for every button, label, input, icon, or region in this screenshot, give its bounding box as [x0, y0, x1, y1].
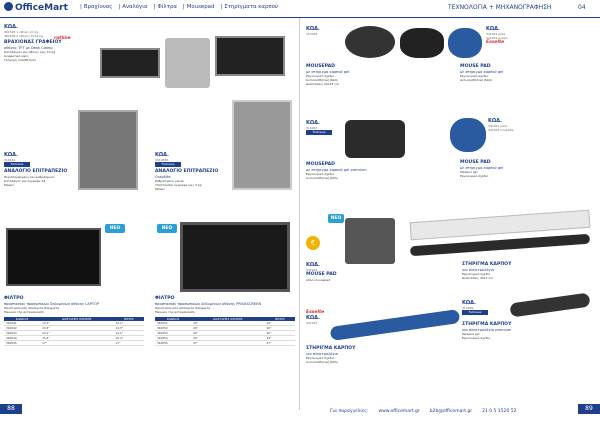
code-label: ΚΩΔ.: [4, 152, 18, 158]
product-mp5: [306, 262, 396, 282]
spec-table: ΚΩΔΙΚΟΣ ΔΙΑΣΤΑΣΕΙΣ ΟΘΟΝΗΣ ΙΝΤΣΕΣ 310041 12.1" 12.1" 310042 13.3" 13.3" 310043 14.1" 14.1" 310044 15.4" 15.4" 310045 17" 17": [4, 317, 144, 346]
product-subtitle: με στήριγμα καρπού gel premium: [306, 167, 367, 172]
stand2-image: [232, 100, 292, 190]
new-badge: ΝΕΟ: [157, 224, 177, 233]
product-title: MOUSEPAD: [306, 162, 335, 167]
product-arm: [4, 24, 84, 62]
product-subtitle: με στήριγμα καρπού gel: [460, 165, 504, 170]
nav-item[interactable]: | Mousepad: [183, 4, 214, 10]
mp4-image: [450, 118, 486, 152]
product-desc: Εργονομικό σχέδιο Αντιολισθητική βάση: [306, 356, 338, 364]
code-label: ΚΩΔ.: [462, 300, 476, 306]
nav-item[interactable]: | Βραχίονας: [80, 4, 112, 10]
product-title: MOUSE PAD: [306, 272, 337, 277]
product-subtitle: για πληκτρολόγιο: [462, 267, 495, 272]
filter2-image: [180, 222, 290, 292]
product-title: MOUSE PAD: [460, 64, 491, 69]
product-desc: Εργονομικό σχέδιο Αντιολισθητική βάση: [306, 172, 338, 180]
product-desc: Απλό mousepad: [306, 277, 331, 282]
product-mp3-info: [460, 64, 595, 82]
product-code-block: [306, 120, 346, 135]
product-wr2: [462, 262, 592, 280]
mp5-image: [345, 218, 395, 264]
mp1-image: [345, 26, 395, 58]
product-subtitle: για πληκτρολόγιο: [306, 351, 339, 356]
product-title: MOUSEPAD: [306, 64, 335, 69]
nav-item[interactable]: | Στηρίγματα καρπού: [220, 4, 278, 10]
product-desc: Μαλακό gel Εργονομικό σχέδιο: [460, 170, 489, 178]
footer-contact: [330, 409, 516, 414]
product-mp4: [488, 118, 588, 132]
footer-orders: Για παραγγελίες:: [330, 409, 369, 414]
filter1-image: [6, 228, 101, 286]
product-code: 341937: [306, 321, 318, 325]
code-label: ΚΩΔ.: [306, 26, 320, 32]
product-subtitle: για πληκτρολόγιο premium: [462, 327, 512, 332]
product-mp3: [486, 26, 586, 45]
logo-icon: [4, 2, 13, 11]
product-title: ΣΤΗΡΙΓΜΑ ΚΑΡΠΟΥ: [462, 322, 512, 327]
category-nav: [80, 4, 278, 10]
product-title: ΑΝΑΛΟΓΙΟ ΕΠΙΤΡΑΠΕΖΙΟ: [155, 169, 219, 174]
brand-badge: Fellowes: [4, 162, 30, 167]
section-number: 04: [578, 4, 586, 11]
mp3-image-black: [400, 28, 444, 58]
product-wr1: [306, 346, 456, 364]
page-number-right: 89: [578, 404, 600, 414]
product-codes: 341921 μπλε 341922 μαύρο: [486, 32, 508, 40]
wr3-image: [509, 293, 590, 318]
footer-email[interactable]: b2b@officemart.gr: [429, 409, 473, 414]
product-title: ΒΡΑΧΙΟΝΑΣ ΓΡΑΦΕΙΟΥ: [4, 40, 62, 45]
arm-image: [95, 28, 285, 98]
product-title: ΑΝΑΛΟΓΙΟ ΕΠΙΤΡΑΠΕΖΙΟ: [4, 169, 68, 174]
product-code: 3010856: [155, 158, 169, 162]
product-code-block: [306, 26, 346, 62]
product-desc: Ρυθμιζόμενη γωνία Υποστηρίζει έγγραφα έως 3 kg Μαύρο: [155, 179, 202, 191]
product-subtitle: με στήριγμα καρπού gel: [306, 69, 350, 74]
mp2-image: [345, 120, 405, 158]
product-codes: 481505 1 οθόνη 10 kg 481506 2 οθόνες 2x10 kg: [4, 30, 43, 38]
footer-phone: 21 0 5 1520 52: [482, 409, 517, 414]
brand-logo[interactable]: OfficeMart: [4, 2, 68, 13]
product-subtitle: προστασίας προσωπικών δεδομένων οθόνης LAPTOP: [4, 301, 100, 306]
product-code: 315003: [306, 32, 318, 36]
new-badge: ΝΕΟ: [105, 224, 125, 233]
product-subtitle: με στήριγμα καρπού gel: [460, 69, 504, 74]
product-code-block: [306, 310, 346, 325]
product-desc: Εργονομικό σχέδιο Αντιολισθητική βάση Διαστάσεις 20x23 cm: [306, 74, 339, 86]
product-stand2: [155, 152, 235, 191]
brand-badge: rotline: [54, 36, 71, 41]
euro-icon: €: [306, 236, 320, 250]
new-badge: ΝΕΟ: [328, 214, 344, 223]
product-mp2: [306, 162, 446, 180]
code-label: ΚΩΔ.: [306, 262, 320, 268]
page-divider: [299, 18, 300, 410]
product-stand1: [4, 152, 84, 187]
product-code: 310067: [306, 126, 318, 130]
code-label: ΚΩΔ.: [4, 24, 18, 30]
code-label: ΚΩΔ.: [306, 120, 320, 126]
product-code: 310041: [4, 158, 16, 162]
product-title: ΣΤΗΡΙΓΜΑ ΚΑΡΠΟΥ: [462, 262, 512, 267]
code-label: ΚΩΔ.: [488, 118, 502, 124]
product-desc: Κατάλληλοι για οθόνες έως 10 kg Ανυψωτικό ύψος Γρήγορη τοποθέτηση: [4, 50, 56, 62]
product-desc: Προστασία από αδιάκριτα βλέμματα Μειώνει την αντανάκλαση: [4, 306, 60, 314]
product-wr3: [462, 322, 592, 340]
product-title: ΦΙΛΤΡΟ: [4, 296, 24, 301]
mp3-image-blue: [448, 28, 482, 58]
brand-badge: Fellowes: [306, 130, 332, 135]
product-mp1: [306, 64, 436, 86]
product-subtitle: προστασίας προσωπικών δεδομένων οθόνης PRIVASCREEN: [155, 301, 262, 306]
page-number-left: 88: [0, 404, 22, 414]
wr1-image: [330, 309, 461, 341]
product-desc: Εργονομικό σχέδιο Διαστάσεις 49x7 cm: [462, 272, 494, 280]
product-code-block: [462, 300, 512, 315]
product-desc: Μαλακό gel Εργονομικό σχέδιο: [462, 332, 491, 340]
product-title: MOUSE PAD: [460, 160, 491, 165]
brand-badge: Esselte: [306, 310, 325, 315]
product-subtitle: Graphite: [155, 174, 171, 179]
product-subtitle: οθόνης TFT με Desk Clamp: [4, 45, 53, 50]
footer-website[interactable]: www.officemart.gr: [378, 409, 420, 414]
brand-badge: Fellowes: [155, 162, 181, 167]
code-label: ΚΩΔ.: [306, 315, 320, 321]
product-code: 341926: [306, 268, 318, 272]
brand-badge: Esselte: [486, 40, 505, 45]
stand1-image: [78, 110, 138, 190]
product-filter1: [4, 296, 144, 346]
product-codes: 341921 μπλε 341923 Graphite: [488, 124, 514, 132]
section-title: ΤΕΧΝΟΛΟΓΙΑ + ΜΗΧΑΝΟΓΡΑΦΗΣΗ: [448, 4, 552, 11]
spec-table: ΚΩΔΙΚΟΣ ΔΙΑΣΤΑΣΕΙΣ ΟΘΟΝΗΣ ΙΝΤΣΕΣ 310051 19" 19" 310052 20" 20" 310053 22" 22" 310054 24" 24" 310055 27" 27": [155, 317, 295, 346]
product-mp4-info: [460, 160, 595, 178]
product-code: 310069: [462, 306, 474, 310]
nav-item[interactable]: | Αναλόγια: [118, 4, 147, 10]
product-desc: Προστασία από αδιάκριτα βλέμματα Μειώνει την αντανάκλαση: [155, 306, 211, 314]
code-label: ΚΩΔ.: [155, 152, 169, 158]
code-label: ΚΩΔ.: [486, 26, 500, 32]
brand-badge: Fellowes: [462, 310, 488, 315]
product-desc: Περιστρεφόμενο και ρυθμιζόμενο Κατάλληλο για έγγραφα A4 Μαύρο: [4, 174, 55, 187]
product-title: ΣΤΗΡΙΓΜΑ ΚΑΡΠΟΥ: [306, 346, 356, 351]
nav-item[interactable]: | Φίλτρα: [154, 4, 177, 10]
product-title: ΦΙΛΤΡΟ: [155, 296, 175, 301]
product-filter2: [155, 296, 295, 346]
product-desc: Εργονομικό σχέδιο Αντιολισθητική βάση: [460, 74, 492, 82]
